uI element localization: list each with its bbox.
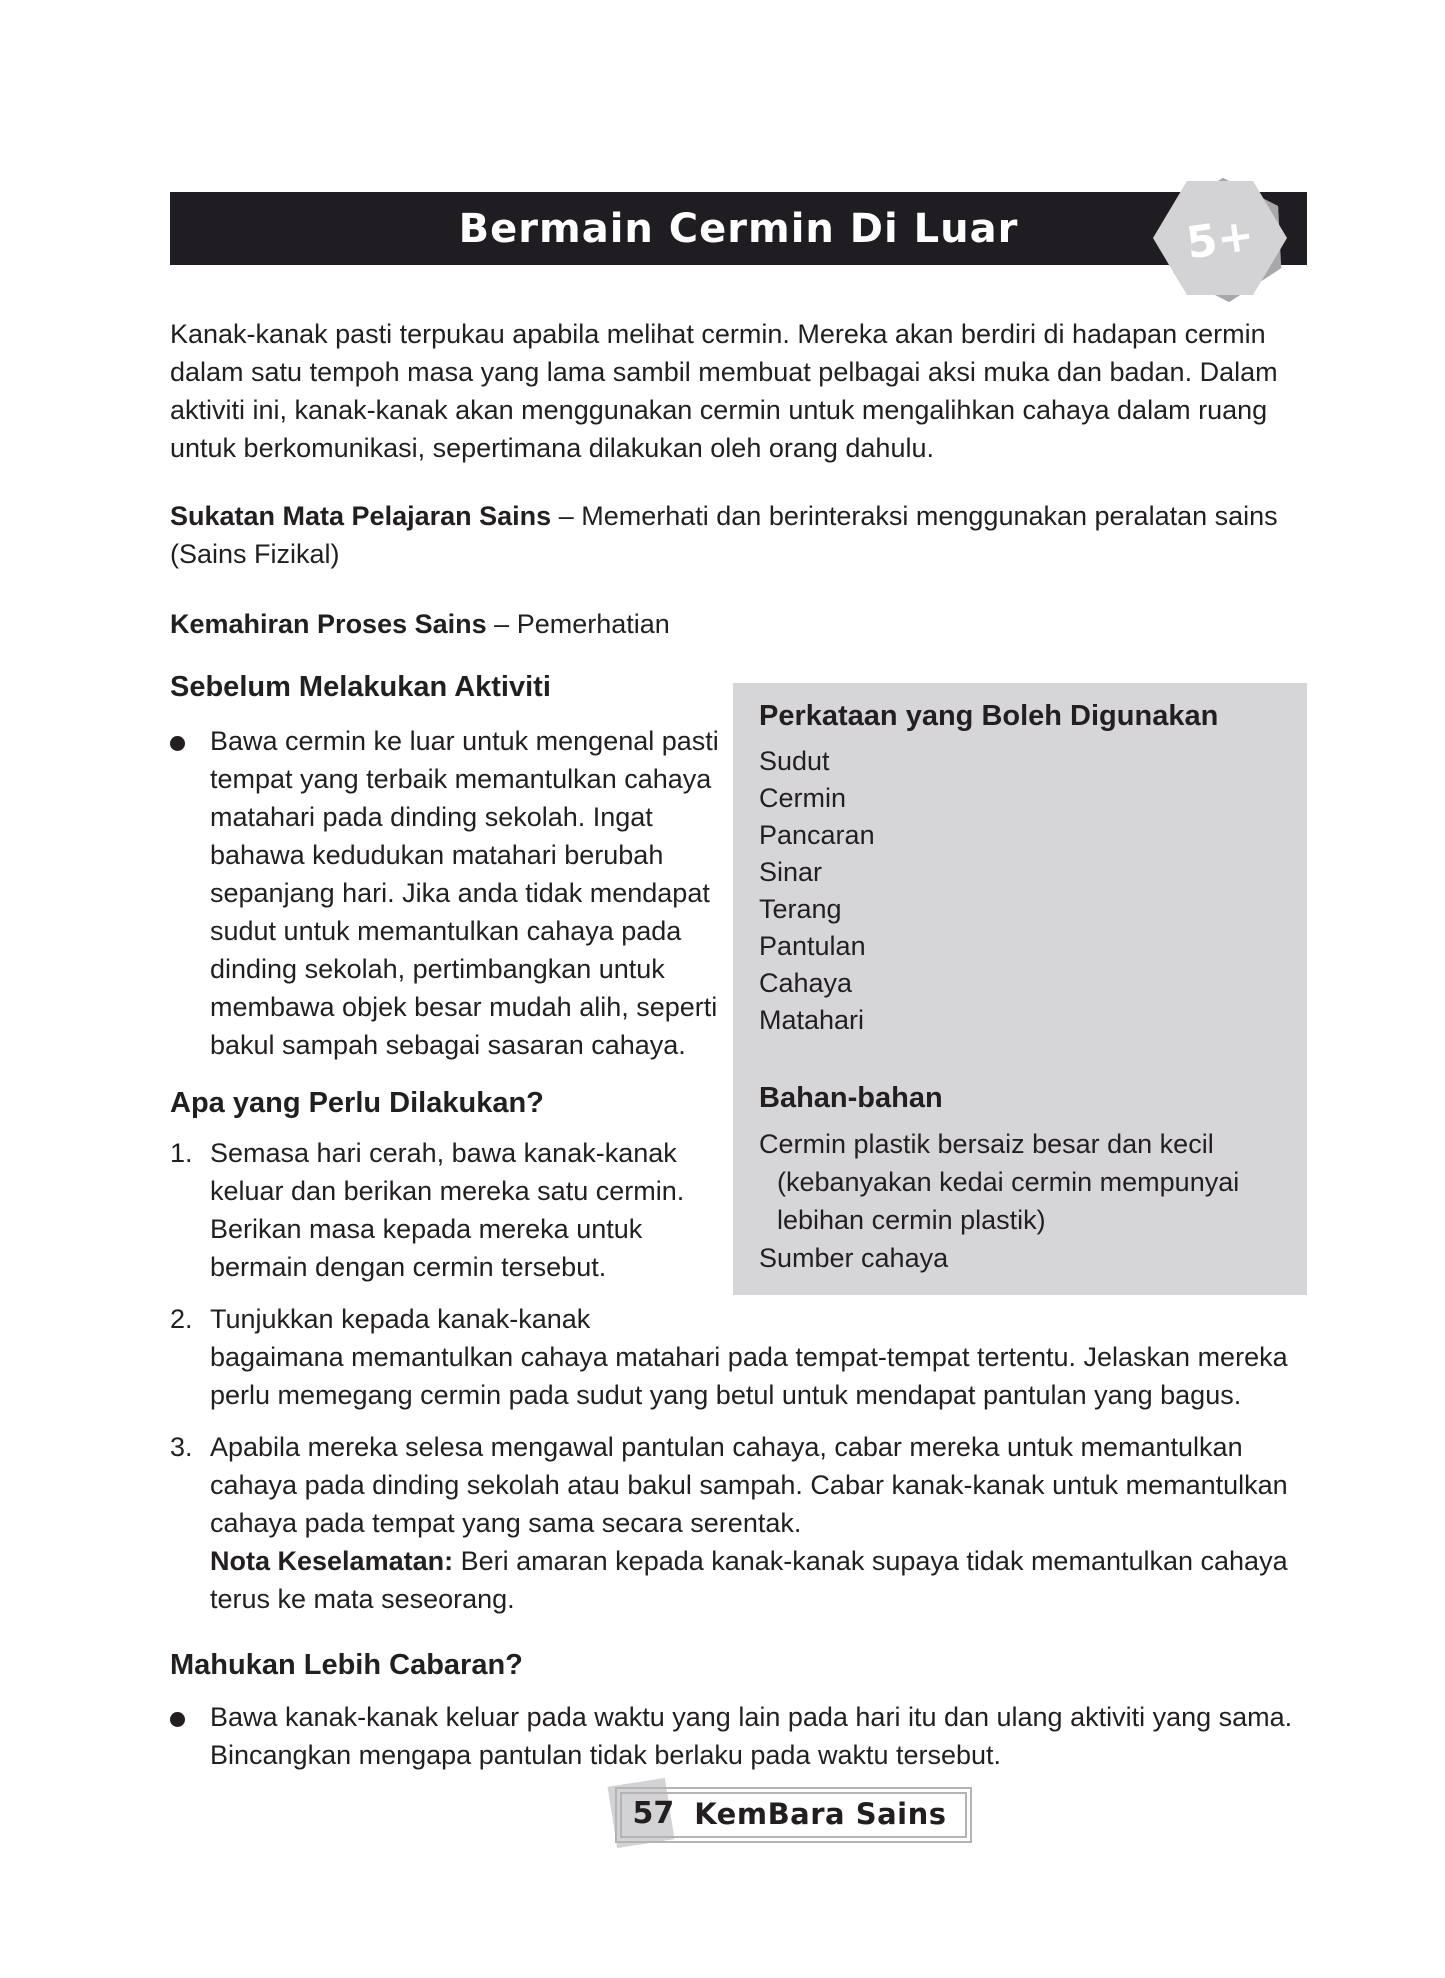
step-item — [170, 1428, 1307, 1542]
section-heading-before-activity: Sebelum Melakukan Aktiviti — [170, 671, 551, 703]
skills-label: Kemahiran Proses Sains — [170, 609, 487, 639]
word-item: Sudut — [759, 746, 830, 776]
word-item: Pancaran — [759, 820, 875, 850]
activity-body — [170, 668, 1307, 1774]
page-content — [0, 192, 1445, 1838]
bullet-icon — [170, 1698, 210, 1736]
age-badge-label: 5+ — [1183, 209, 1258, 270]
dash-separator: – — [494, 609, 510, 639]
curriculum-label: Sukatan Mata Pelajaran Sains — [170, 501, 552, 531]
word-item: Sinar — [759, 857, 823, 887]
word-item: Matahari — [759, 1005, 865, 1035]
word-box-heading: Perkataan yang Boleh Digunakan — [759, 700, 1219, 732]
materials-heading: Bahan-bahan — [759, 1082, 943, 1114]
step-text: Semasa hari cerah, bawa kanak-kanak keluar dan berikan mereka satu cermin. Berikan masa kepada mereka untuk bermain dengan cermin tersebut. — [210, 1138, 685, 1282]
material-item: Sumber cahaya — [759, 1243, 949, 1273]
word-item: Terang — [759, 894, 842, 924]
bullet-item — [170, 1698, 1307, 1774]
age-badge — [1145, 174, 1295, 302]
step-text: Tunjukkan kepada kanak-kanak bagaimana memantulkan cahaya matahari pada tempat-tempat tertentu. Jelaskan mereka perlu memegang cermin pada sudut yang betul untuk mendapat pantulan yang bagus. — [210, 1304, 1288, 1410]
book-title: KemBara Sains — [694, 1797, 947, 1831]
material-item: Cermin plastik bersaiz besar dan kecil (kebanyakan kedai cermin mempunyai lebihan cermin plastik) — [759, 1129, 1240, 1235]
safety-note — [170, 1542, 1307, 1618]
footer-frame — [620, 1792, 966, 1838]
step-item — [170, 1300, 1307, 1414]
step-number: 1. — [170, 1138, 193, 1168]
page-footer — [620, 1792, 966, 1838]
dash-separator: – — [558, 501, 574, 531]
word-box — [733, 683, 1307, 1295]
step-number: 2. — [170, 1304, 193, 1334]
skills-line — [170, 605, 1307, 643]
safety-note-label: Nota Keselamatan: — [210, 1546, 454, 1576]
section-heading-steps: Apa yang Perlu Dilakukan? — [170, 1087, 544, 1119]
bullet-text: Bawa kanak-kanak keluar pada waktu yang lain pada hari itu dan ulang aktiviti yang sama. Bincangkan mengapa pantulan tidak berlaku pada waktu tersebut. — [210, 1702, 1293, 1770]
skills-text: Pemerhatian — [516, 609, 670, 639]
step-text: Apabila mereka selesa mengawal pantulan cahaya, cabar mereka untuk memantulkan cahaya pada dinding sekolah atau bakul sampah. Cabar kanak-kanak untuk memantulkan cahaya pada tempat yang sama secara serentak. — [210, 1432, 1288, 1538]
safety-note-text: Beri amaran kepada kanak-kanak supaya tidak memantulkan cahaya terus ke mata seseorang. — [210, 1546, 1288, 1614]
bullet-icon — [170, 722, 210, 760]
chapter-title-bar — [170, 192, 1307, 270]
step-number: 3. — [170, 1432, 193, 1462]
age-badge-hexagons — [1145, 174, 1295, 302]
page-number: 57 — [632, 1796, 675, 1831]
curriculum-text: Memerhati dan berinteraksi menggunakan peralatan sains (Sains Fizikal) — [170, 501, 1278, 569]
word-item: Cermin — [759, 783, 847, 813]
intro-paragraph: Kanak-kanak pasti terpukau apabila melihat cermin. Mereka akan berdiri di hadapan cermin dalam satu tempoh masa yang lama sambil membuat pelbagai aksi muka dan badan. Dalam aktiviti ini, kanak-kanak akan menggunakan cermin untuk mengalihkan cahaya dalam ruang untuk berkomunikasi, sepertimana dilakukan oleh orang dahulu. — [170, 319, 1278, 463]
section-heading-challenge: Mahukan Lebih Cabaran? — [170, 1649, 523, 1681]
word-item: Pantulan — [759, 931, 866, 961]
word-item: Cahaya — [759, 968, 853, 998]
page-title: Bermain Cermin Di Luar — [458, 205, 1019, 252]
curriculum-line — [170, 497, 1307, 573]
bullet-text: Bawa cermin ke luar untuk mengenal pasti tempat yang terbaik memantulkan cahaya matahari pada dinding sekolah. Ingat bahawa kedudukan matahari berubah sepanjang hari. Jika anda tidak mendapat sudut untuk memantulkan cahaya pada dinding sekolah, pertimbangkan untuk membawa objek besar mudah alih, seperti bakul sampah sebagai sasaran cahaya. — [210, 726, 719, 1060]
